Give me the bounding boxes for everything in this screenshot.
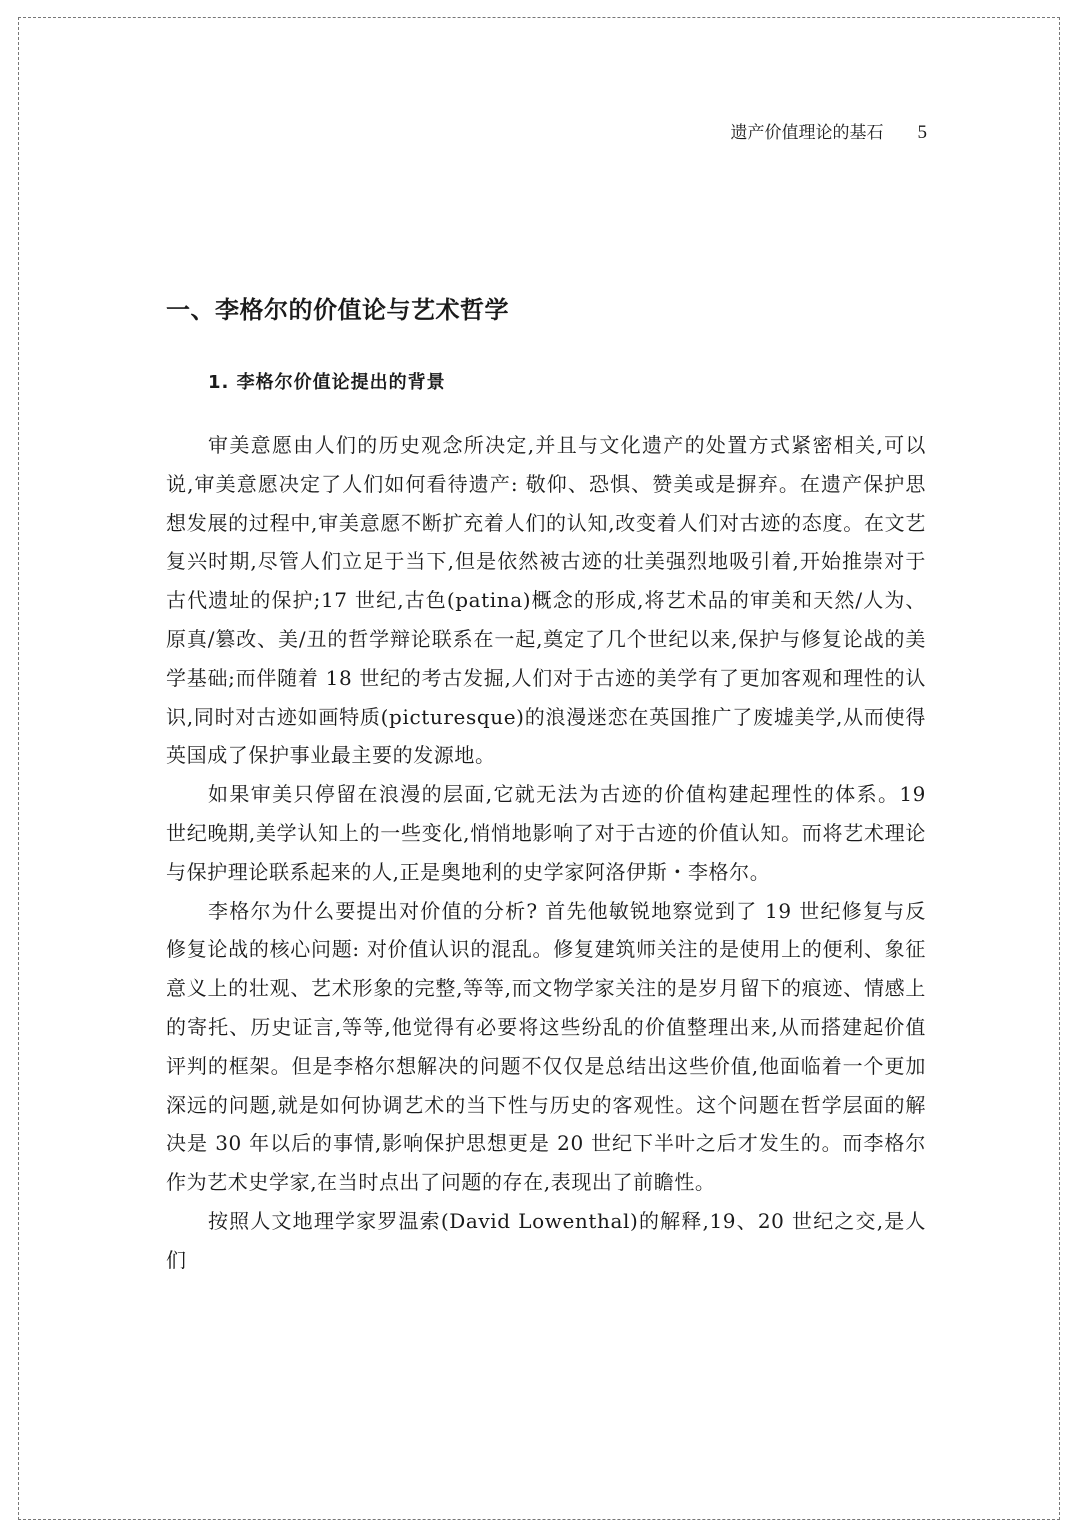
body-text — [166, 426, 926, 1280]
paragraph-1: 审美意愿由人们的历史观念所决定,并且与文化遗产的处置方式紧密相关,可以说,审美意愿决定了人们如何看待遗产: 敬仰、恐惧、赞美或是摒弃。在遗产保护思想发展的过程中,审美意愿不断扩充着人们的认知,改变着人们对古迹的态度。在文艺复兴时期,尽管人们立足于当下,但是依然被古迹的壮美强烈地吸引着,开始推崇对于古代遗址的保护;17 世纪,古色(patina)概念的形成,将艺术品的审美和天然/人为、原真/篡改、美/丑的哲学辩论联系在一起,奠定了几个世纪以来,保护与修复论战的美学基础;而伴随着 18 世纪的考古发掘,人们对于古迹的美学有了更加客观和理性的认识,同时对古迹如画特质(picturesque)的浪漫迷恋在英国推广了废墟美学,从而使得英国成了保护事业最主要的发源地。 — [166, 433, 926, 768]
section-title: 一、李格尔的价值论与艺术哲学 — [166, 295, 509, 324]
paragraph-4: 按照人文地理学家罗温索(David Lowenthal)的解释,19、20 世纪之交,是人们 — [166, 1208, 926, 1272]
running-title: 遗产价值理论的基石 — [730, 123, 884, 143]
page-number: 5 — [917, 122, 927, 143]
subsection-title: 1. 李格尔价值论提出的背景 — [208, 372, 446, 393]
paragraph-2: 如果审美只停留在浪漫的层面,它就无法为古迹的价值构建起理性的体系。19 世纪晚期,美学认知上的一些变化,悄悄地影响了对于古迹的价值认知。而将艺术理论与保护理论联系起来的人,正是奥地利的史学家阿洛伊斯・李格尔。 — [166, 782, 926, 884]
paragraph-3: 李格尔为什么要提出对价值的分析? 首先他敏锐地察觉到了 19 世纪修复与反修复论战的核心问题: 对价值认识的混乱。修复建筑师关注的是使用上的便利、象征意义上的壮观、艺术形象的完整,等等,而文物学家关注的是岁月留下的痕迹、情感上的寄托、历史证言,等等,他觉得有必要将这些纷乱的价值整理出来,从而搭建起价值评判的框架。但是李格尔想解决的问题不仅仅是总结出这些价值,他面临着一个更加深远的问题,就是如何协调艺术的当下性与历史的客观性。这个问题在哲学层面的解决是 30 年以后的事情,影响保护思想更是 20 世纪下半叶之后才发生的。而李格尔作为艺术史学家,在当时点出了问题的存在,表现出了前瞻性。 — [166, 898, 926, 1195]
running-header — [600, 118, 927, 148]
